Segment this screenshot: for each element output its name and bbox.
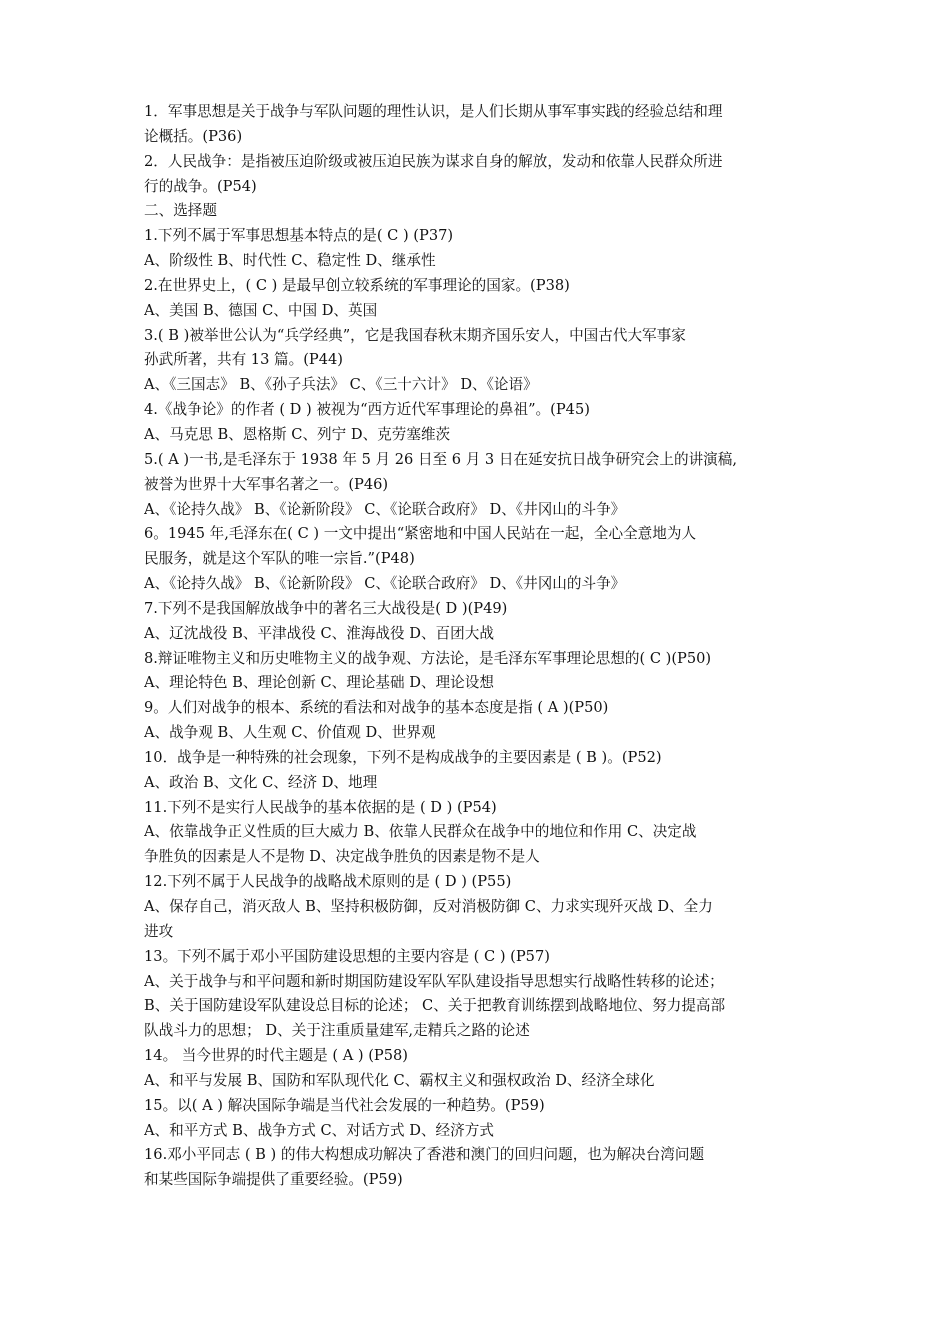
question-line: 11.下列不是实行人民战争的基本依据的是 ( D ) (P54) xyxy=(144,798,497,816)
question-line: 和某些国际争端提供了重要经验。(P59) xyxy=(144,1171,403,1189)
document-body xyxy=(144,100,814,1193)
question-line: 9。人们对战争的根本、系统的看法和对战争的基本态度是指 ( A )(P50) xyxy=(144,699,609,717)
question-line: 民服务，就是这个军队的唯一宗旨.”(P48) xyxy=(144,550,415,568)
text-line: 论概括。(P36) xyxy=(144,127,243,145)
options-line: A、依靠战争正义性质的巨大威力 B、依靠人民群众在战争中的地位和作用 C、决定战 xyxy=(144,823,697,841)
question-line: 12.下列不属于人民战争的战略战术原则的是 ( D ) (P55) xyxy=(144,873,512,891)
options-line: A、和平方式 B、战争方式 C、对话方式 D、经济方式 xyxy=(144,1121,494,1139)
options-line: A、保存自己，消灭敌人 B、坚持积极防御，反对消极防御 C、力求实现歼灭战 D、全力 xyxy=(144,898,713,915)
options-line: A、美国 B、德国 C、中国 D、英国 xyxy=(144,301,378,319)
options-line: A、政治 B、文化 C、经济 D、地理 xyxy=(144,773,378,791)
options-line: 队战斗力的思想； D、关于注重质量建军,走精兵之路的论述 xyxy=(144,1022,530,1040)
section-heading: 二、选择题 xyxy=(144,202,217,220)
options-line: A、阶级性 B、时代性 C、稳定性 D、继承性 xyxy=(144,252,436,270)
question-line: 3.( B )被举世公认为“兵学经典”，它是我国春秋末期齐国乐安人，中国古代大军事家 xyxy=(144,326,686,344)
options-line: A、战争观 B、人生观 C、价值观 D、世界观 xyxy=(144,724,436,742)
question-line: 6。1945 年,毛泽东在( C ) 一文中提出“紧密地和中国人民站在一起，全心全意地为人 xyxy=(144,525,697,543)
question-line: 8.辩证唯物主义和历史唯物主义的战争观、方法论，是毛泽东军事理论思想的( C )(P50) xyxy=(144,649,712,667)
options-line: 争胜负的因素是人不是物 D、决定战争胜负的因素是物不是人 xyxy=(144,848,540,866)
options-line: B、关于国防建设军队建设总目标的论述； C、关于把教育训练摆到战略地位、努力提高部 xyxy=(144,997,726,1015)
options-line: A、理论特色 B、理论创新 C、理论基础 D、理论设想 xyxy=(144,674,494,692)
options-line: A、《论持久战》 B、《论新阶段》 C、《论联合政府》 D、《井冈山的斗争》 xyxy=(144,500,626,518)
question-line: 孙武所著，共有 13 篇。(P44) xyxy=(144,351,343,369)
question-line: 14。 当今世界的时代主题是 ( A ) (P58) xyxy=(144,1047,408,1065)
question-line: 2.在世界史上，( C ) 是最早创立较系统的军事理论的国家。(P38) xyxy=(144,276,570,294)
question-line: 15。以( A ) 解决国际争端是当代社会发展的一种趋势。(P59) xyxy=(144,1096,545,1114)
text-line: 1．军事思想是关于战争与军队问题的理性认识，是人们长期从事军事实践的经验总结和理 xyxy=(144,103,723,120)
text-line: 行的战争。(P54) xyxy=(144,177,257,195)
question-line: 13。下列不属于邓小平国防建设思想的主要内容是 ( C ) (P57) xyxy=(144,947,550,965)
question-line: 7.下列不是我国解放战争中的著名三大战役是( D )(P49) xyxy=(144,599,508,617)
options-line: 进攻 xyxy=(144,922,174,940)
question-line: 10．战争是一种特殊的社会现象，下列不是构成战争的主要因素是 ( B )。(P52) xyxy=(144,748,662,766)
question-line: 4.《战争论》的作者 ( D ) 被视为“西方近代军事理论的鼻祖”。(P45) xyxy=(144,401,590,419)
question-line: 16.邓小平同志 ( B ) 的伟大构想成功解决了香港和澳门的回归问题，也为解决台湾问题 xyxy=(144,1146,705,1164)
question-line: 1.下列不属于军事思想基本特点的是( C ) (P37) xyxy=(144,227,454,245)
options-line: A、《三国志》 B、《孙子兵法》 C、《三十六计》 D、《论语》 xyxy=(144,376,538,394)
question-line: 5.( A )一书,是毛泽东于 1938 年 5 月 26 日至 6 月 3 日在延安抗日战争研究会上的讲演稿, xyxy=(144,450,737,468)
options-line: A、马克思 B、恩格斯 C、列宁 D、克劳塞维茨 xyxy=(144,425,451,443)
text-line: 2．人民战争：是指被压迫阶级或被压迫民族为谋求自身的解放，发动和依靠人民群众所进 xyxy=(144,152,723,170)
question-line: 被誉为世界十大军事名著之一。(P46) xyxy=(144,475,389,493)
options-line: A、《论持久战》 B、《论新阶段》 C、《论联合政府》 D、《井冈山的斗争》 xyxy=(144,575,626,593)
options-line: A、关于战争与和平问题和新时期国防建设军队军队建设指导思想实行战略性转移的论述； xyxy=(144,972,724,990)
options-line: A、和平与发展 B、国防和军队现代化 C、霸权主义和强权政治 D、经济全球化 xyxy=(144,1071,655,1089)
options-line: A、辽沈战役 B、平津战役 C、淮海战役 D、百团大战 xyxy=(144,624,494,642)
